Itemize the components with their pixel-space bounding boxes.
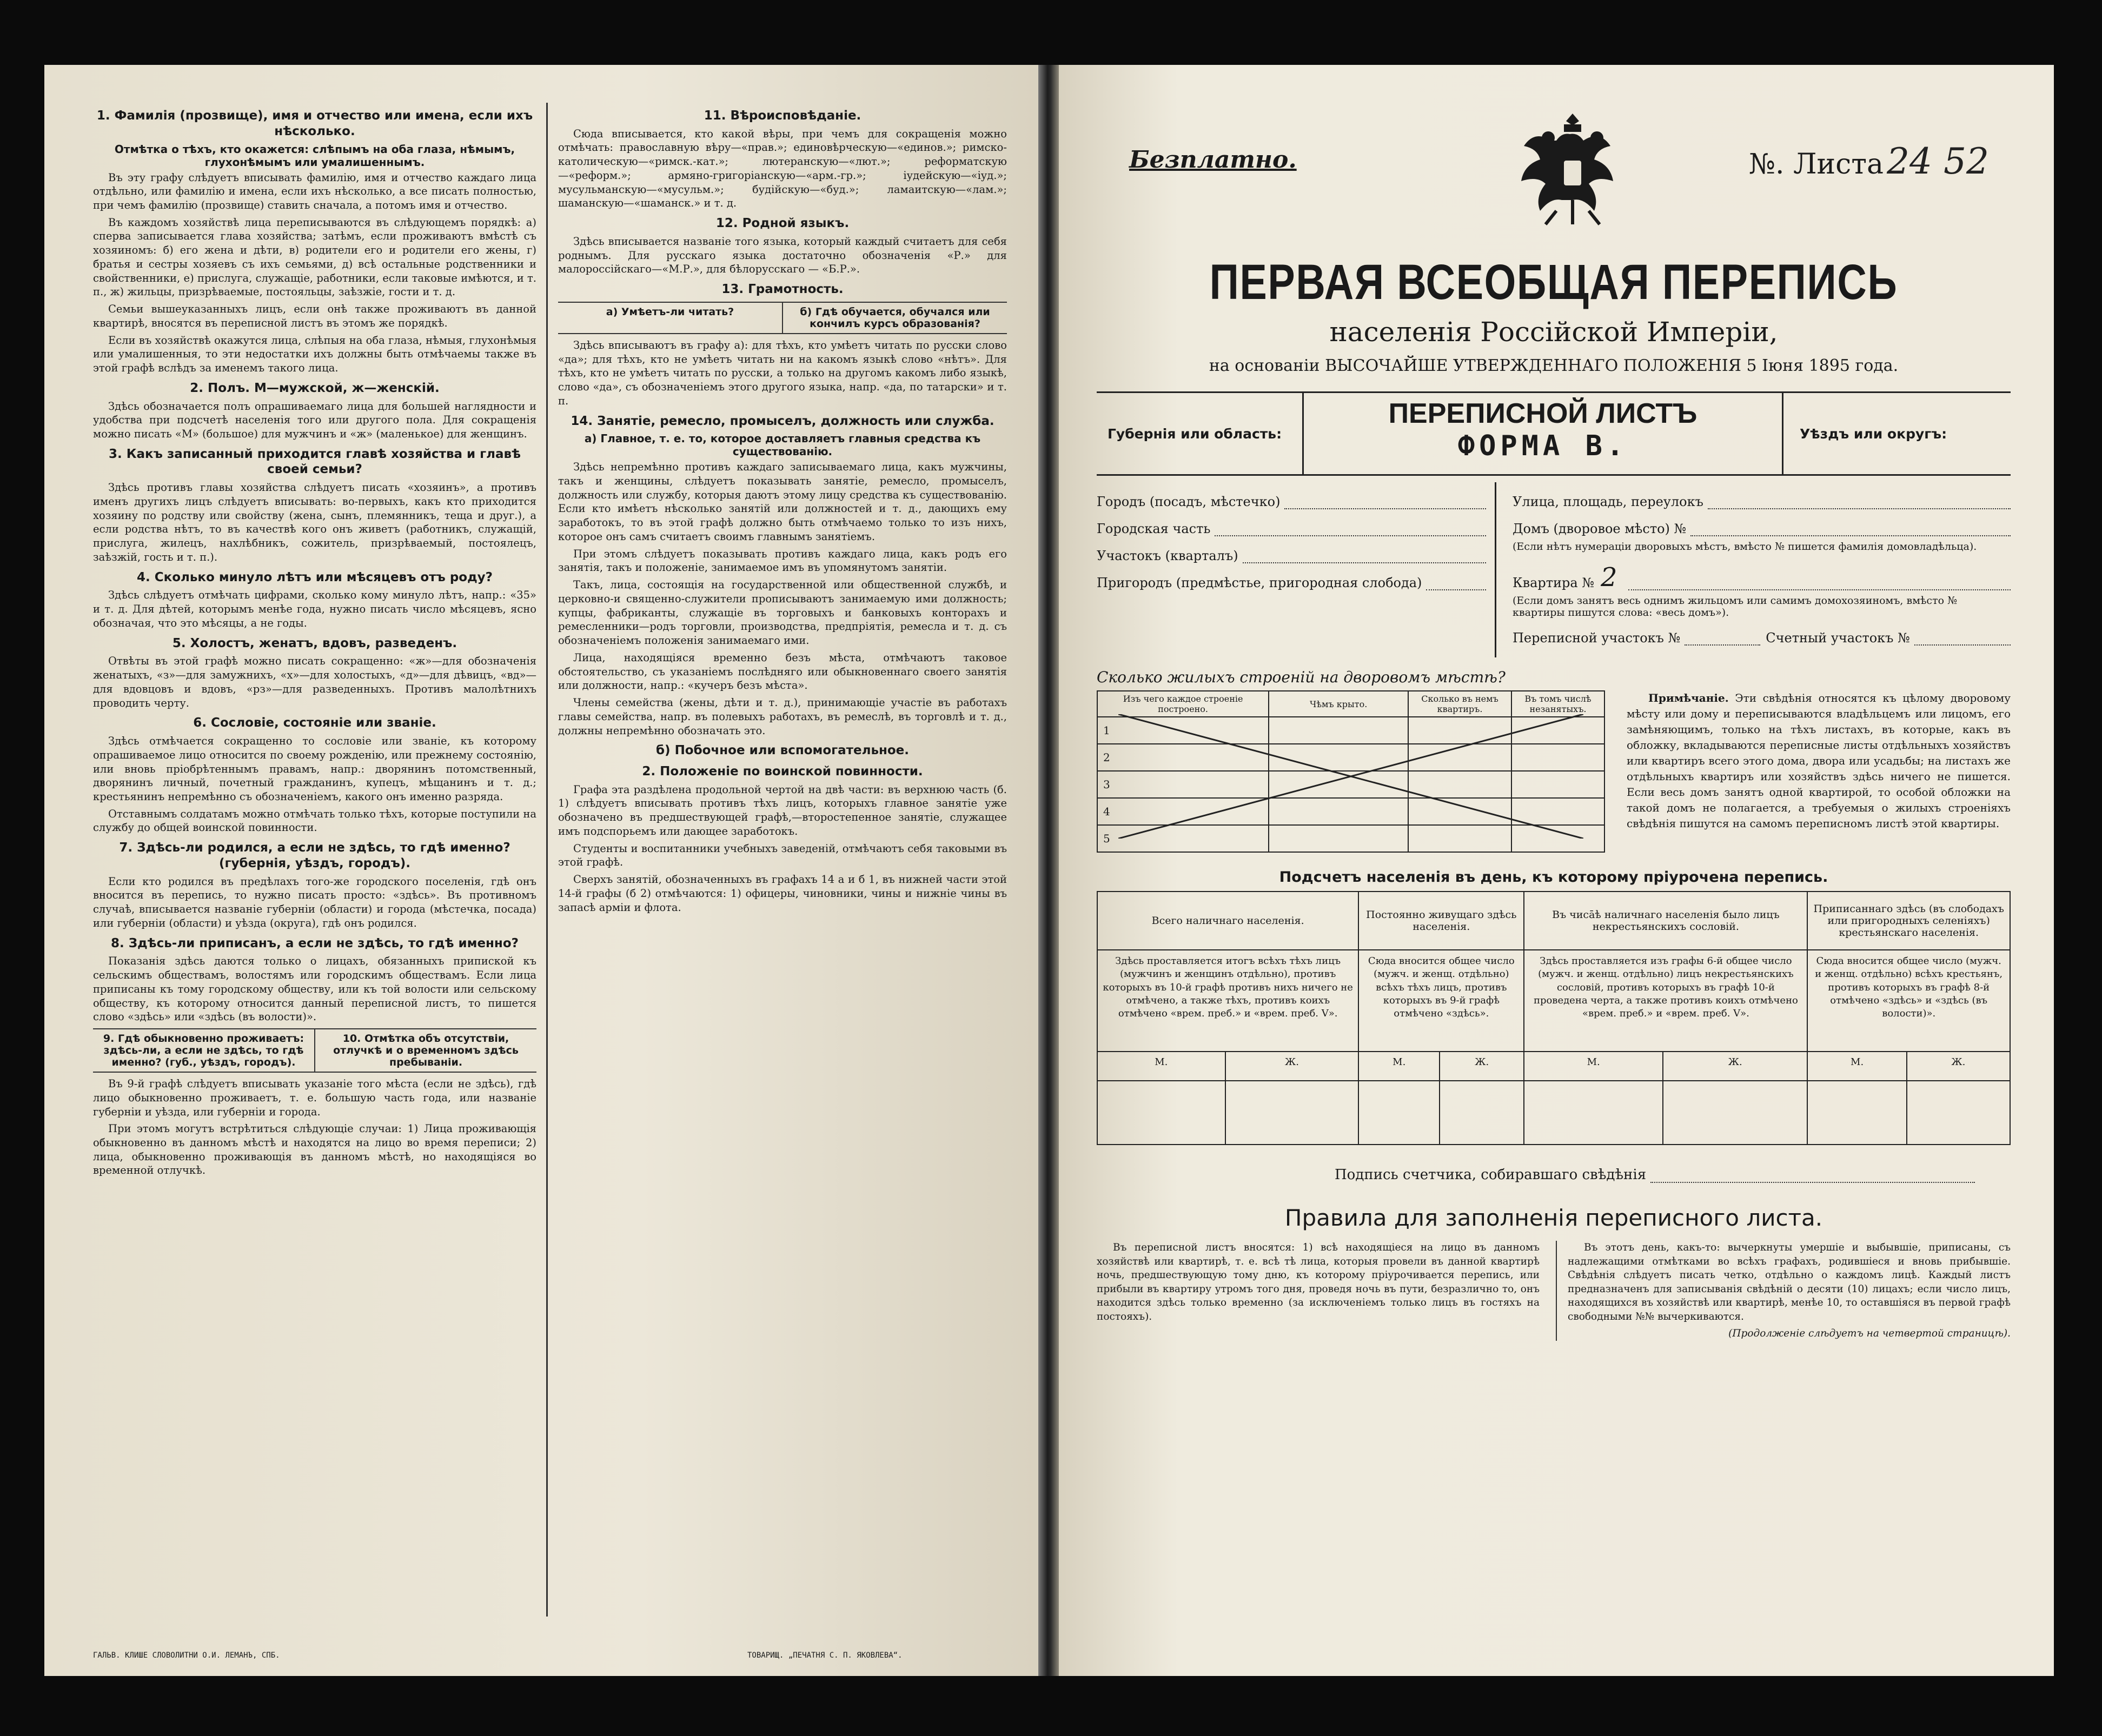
buildings-question: Сколько жилыхъ строеній на дворовомъ мѣстѣ? [1097, 668, 1506, 686]
form-title: ПЕРЕПИСНОЙ ЛИСТЪ [1388, 398, 1697, 429]
buildings-cell [1097, 744, 1269, 771]
sheet-number [1749, 141, 1989, 182]
count-district-label: Счетный участокъ № [1766, 630, 1910, 646]
instr-a-split-heading [93, 1028, 536, 1073]
instr-b-paragraph: Лица, находящіяся временно безъ мѣста, отмѣчаютъ таковое обстоятельство, съ указаніемъ послѣдняго или обыкновеннаго своего занятія или должности, напр.: «кучеръ безъ мѣста». [558, 651, 1007, 692]
apartment-note: (Если домъ занятъ весь однимъ жильцомъ или самимъ домохозяиномъ, вмѣсто № квартиры пишутся слова: «весь домъ»). [1513, 595, 1958, 618]
buildings-cell [1097, 771, 1269, 798]
buildings-cell [1097, 798, 1269, 825]
instr-a-section-title: 4. Сколько минуло лѣтъ или мѣсяцевъ отъ роду? [137, 570, 493, 584]
column-divider [546, 103, 548, 1617]
count-sex-label: Ж. [1225, 1052, 1359, 1081]
instr-b-section-title: 12. Родной языкъ. [715, 216, 850, 231]
buildings-cell [1511, 825, 1604, 852]
instr-b-paragraph: Такъ, лица, состоящія на государственной или общественной службѣ, и церковно-и священно-служители прописываютъ занимаемую ими должность; купцы, фабриканты, служащіе въ торговыхъ и банковыхъ конторахъ и ремесленники—родъ торговли, производства, предпріятія, ремесла и т. д. съ обозначеніемъ положенія занимаемаго ими. [558, 578, 1007, 647]
book-spine [1038, 65, 1059, 1676]
bld-header-apartments: Сколько въ немъ квартиръ. [1408, 691, 1511, 717]
instr-a-section-title: 8. Здѣсь-ли приписанъ, а если не здѣсь, то гдѣ именно? [111, 936, 519, 950]
count-header: Въ чисāѣ наличнаго населенія было лицъ некрестьянскихъ сословій. [1524, 892, 1807, 950]
apartment-label: Квартира № [1513, 575, 1595, 590]
rules-section [1097, 1241, 2011, 1341]
count-sex-label: Ж. [1440, 1052, 1524, 1081]
house-note: (Если нѣтъ нумераціи дворовыхъ мѣстъ, вмѣсто № пишется фамилія домовладѣльца). [1513, 541, 1977, 553]
instr-a-section-title: 6. Сословіе, состояніе или званіе. [193, 716, 436, 730]
continued-note: (Продолженіе слѣдуетъ на четвертой страницѣ). [1728, 1328, 2011, 1340]
instr-a-paragraph: При этомъ могутъ встрѣтиться слѣдующіе случаи: 1) Лица проживающія обыкновенно въ данномъ мѣстѣ и находятся на лицо во время переписи; 2) лица, обыкновенно проживающія въ данномъ мѣстѣ, но находящіяся во временной отлучкѣ. [93, 1122, 536, 1177]
count-sex-label: Ж. [1663, 1052, 1808, 1081]
rules-column-1: Въ переписной листъ вносятся: 1) всѣ находящіеся на лицо въ данномъ хозяйствѣ или квартирѣ, т. е. всѣ тѣ лица, которыя провели въ данной квартирѣ ночь, предшествующую тому дню, къ которому пріурочивается перепись, или прибыли въ квартиру утромъ того дня, проведя ночь въ пути, безразлично то, онъ находится здѣсь только временно (за исключеніемъ только лицъ въ гостяхъ на постояхъ). [1097, 1242, 1540, 1322]
buildings-cell [1511, 771, 1604, 798]
buildings-cell [1408, 798, 1511, 825]
instr-b-paragraph: Члены семейства (жены, дѣти и т. д.), принимающіе участіе въ работахъ главы семейства, напр. въ полевыхъ работахъ, въ ремеслѣ, въ торговлѣ и т. д., должны непремѣнно обозначать это. [558, 696, 1007, 737]
instr-a-paragraph: Если кто родился въ предѣлахъ того-же городского поселенія, гдѣ онъ вносится въ перепись, то нужно писать просто: «здѣсь». Въ противномъ случаѣ, вписывается названіе губерніи (области) и города (мѣстечка, посада) или губерніи (области) и уѣзда (округа), гдѣ онъ родился. [93, 875, 536, 929]
count-value-cell[interactable] [1097, 1081, 1225, 1145]
instr-b-section-subtitle: а) Главное, т. е. то, которое доставляетъ главныя средства къ существованію. [584, 432, 981, 458]
rules-title: Правила для заполненія переписного листа. [1284, 1205, 1823, 1231]
instr-a-paragraph: Здѣсь слѣдуетъ отмѣчать цифрами, сколько кому минуло лѣтъ, напр.: «35» и т. д. Для дѣтей, которымъ менѣе года, нужно писать число мѣсяцевъ, ясно обозначая, что это мѣсяцы, а не годы. [93, 589, 536, 629]
right-page [1059, 65, 2054, 1676]
count-description: Сюда вносится общее число (мужч. и женщ. отдѣльно) всѣхъ тѣхъ лицъ, противъ которыхъ въ 9-й графѣ отмѣчено «здѣсь». [1358, 950, 1524, 1052]
instr-a-section-subtitle: Отмѣтка о тѣхъ, кто окажется: слѣпымъ на оба глаза, нѣмымъ, глухонѣмымъ или умалишеннымъ. [114, 142, 515, 169]
count-sex-label: М. [1097, 1052, 1225, 1081]
instr-b-split-heading [558, 302, 1007, 334]
buildings-cell [1511, 717, 1604, 744]
instr-a-paragraph: Въ эту графу слѣдуетъ вписывать фамилію, имя и отчество каждаго лица отдѣльно, или фамилію и имена, если ихъ нѣсколько, а все писать полностью, при чемъ фамилію (прозвище) ставить сначала, а потомъ имя и отчество. [93, 171, 536, 211]
city-label: Городъ (посадъ, мѣстечко) [1097, 494, 1281, 509]
count-description: Здѣсь проставляется изъ графы 6-й общее число (мужч. и женщ. отдѣльно) лицъ некрестьянскихъ сословій, противъ которыхъ въ графѣ 10-й проведена черта, а также противъ коихъ отмѣчено «врем. преб.» и «врем. преб. V». [1524, 950, 1807, 1052]
province-label: Губернія или область: [1108, 425, 1282, 442]
count-value-cell[interactable] [1524, 1081, 1663, 1145]
count-value-cell[interactable] [1358, 1081, 1440, 1145]
rules-column-2 [1556, 1241, 2011, 1341]
house-label: Домъ (дворовое мѣсто) № [1513, 521, 1687, 536]
buildings-section [1097, 690, 2011, 853]
count-sex-label: Ж. [1907, 1052, 2010, 1081]
form-variant: ФОРМА В. [1457, 430, 1628, 462]
left-column-b [558, 103, 1007, 1627]
suburb-field[interactable] [1097, 575, 1486, 590]
buildings-cell [1269, 771, 1408, 798]
instr-b-paragraph: Сверхъ занятій, обозначенныхъ въ графахъ 14 а и б 1, въ нижней части этой 14-й графы (б 2) отмѣчаются: 1) офицеры, чиновники, чины и нижніе чины въ запасѣ арміи и флота. [558, 873, 1007, 914]
buildings-row [1097, 798, 1604, 825]
form-header [1097, 391, 2011, 476]
buildings-row-number: 4 [1103, 805, 1110, 818]
census-district-field[interactable] [1513, 630, 2011, 646]
count-value-cell[interactable] [1663, 1081, 1808, 1145]
instr-b-section-title: 2. Положеніе по воинской повинности. [642, 764, 923, 779]
buildings-cell [1408, 771, 1511, 798]
sheet-number-handwritten: 24 52 [1887, 141, 1989, 182]
buildings-cell [1269, 798, 1408, 825]
instr-a-section-title: 1. Фамилія (прозвище), имя и отчество или имена, если ихъ нѣсколько. [96, 109, 533, 138]
buildings-row [1097, 744, 1604, 771]
buildings-cell [1408, 717, 1511, 744]
census-district-label: Переписной участокъ № [1513, 630, 1681, 646]
buildings-note-title: Примѣчаніе. [1648, 691, 1729, 704]
instr-a-section-title: 7. Здѣсь-ли родился, а если не здѣсь, то гдѣ именно? (губернія, уѣздъ, городъ). [119, 841, 510, 870]
instr-b-split-cell: а) Умѣетъ-ли читать? [606, 305, 734, 318]
instr-b-paragraph: Сюда вписывается, кто какой вѣры, при чемъ для сокращенія можно отмѣчать: православную вѣру—«прав.»; единовѣрческую—«единов.»; римско-католическую—«римск.-кат.»; лютеранскую—«лют.»; реформатскую—«реформ.»; армяно-григоріанскую—«арм.-гр.»; іудейскую—«іуд.»; мусульманскую—«мусульм.»; будійскую—«буд.»; ламаитскую—«лам.»; шаманскую—«шаманск.» и т. д. [558, 127, 1007, 210]
city-field[interactable] [1097, 494, 1486, 509]
count-value-cell[interactable] [1225, 1081, 1359, 1145]
instr-b-paragraph: Здѣсь вписывается названіе того языка, который каждый считаетъ для себя роднымъ. Для русскаго языка достаточно обозначенія «Р.» для малороссійскаго—«М.Р.», для бѣлорусскаго — «Б.Р.». [558, 235, 1007, 276]
printer-footer-left: ГАЛЬВ. КЛИШЕ СЛОВОЛИТНИ О.И. ЛЕМАНЪ, СПБ. [93, 1651, 280, 1660]
instr-b-section-title: 13. Грамотность. [721, 282, 844, 297]
instr-a-split-cell: 9. Гдѣ обыкновенно проживаетъ: здѣсь-ли, а если не здѣсь, то гдѣ именно? (губ., уѣздъ, городъ). [103, 1033, 304, 1069]
house-field[interactable] [1513, 521, 2011, 536]
street-field[interactable] [1513, 494, 2011, 509]
rules-column-2-text: Въ этотъ день, какъ-то: вычеркнуты умершіе и выбывшіе, приписаны, съ надлежащими отмѣтками во всѣхъ графахъ, родившіеся и вновь прибывшіе. Свѣдѣнія слѣдуетъ писать четко, отдѣльно о каждомъ лицѣ. Каждый листъ предназначенъ для записыванія свѣдѣній о десяти (10) лицахъ; если число лицъ, находящихся въ хозяйствѣ или квартирѣ, менѣе 10, то оставшіяся въ первой графѣ свободными №№ вычеркиваются. [1568, 1242, 2011, 1322]
count-description: Сюда вносится общее число (мужч. и женщ. отдѣльно) всѣхъ крестьянъ, противъ которыхъ въ графѣ 8-й отмѣчено «здѣсь» и «здѣсь (въ волости)». [1807, 950, 2010, 1052]
buildings-cell [1269, 744, 1408, 771]
instr-b-section-title: 14. Занятіе, ремесло, промыселъ, должность или служба. [571, 414, 994, 428]
instr-b-paragraph: Здѣсь вписываютъ въ графу а): для тѣхъ, кто умѣетъ читать по русски слово «да»; для тѣхъ, кто не умѣетъ читать ни на какомъ языкѣ слово «нѣтъ». Для тѣхъ, кто не умѣетъ читать по русски, а только на другомъ какомъ либо языкѣ, слово «да», съ обозначеніемъ этого другого языка, напр. «да, по татарски» и т. п. [558, 338, 1007, 407]
buildings-cell [1408, 744, 1511, 771]
buildings-row [1097, 771, 1604, 798]
buildings-row-number: 1 [1103, 724, 1110, 737]
count-sex-label: М. [1524, 1052, 1663, 1081]
count-header: Всего наличнаго населенія. [1097, 892, 1358, 950]
buildings-note [1605, 690, 2011, 853]
signature-label: Подпись счетчика, собиравшаго свѣдѣнія [1335, 1167, 1647, 1183]
instr-b-paragraph: Здѣсь непремѣнно противъ каждаго записываемаго лица, какъ мужчины, такъ и женщины, слѣдуетъ показывать занятіе, ремесло, промыселъ, должность или службу, которыя даютъ этому лицу средства къ существованію. Если кто имѣетъ нѣсколько занятій или должностей и т. д., дающихъ ему заработокъ, то въ этой графѣ должно быть отмѣчаемо только то изъ нихъ, которое онъ самъ считаетъ своимъ главнымъ занятіемъ. [558, 461, 1007, 543]
left-column-a [93, 103, 536, 1627]
form-title-box [1302, 393, 1783, 474]
address-block [1097, 482, 2011, 657]
population-count-table [1097, 891, 2011, 1145]
instr-b-section-title: 11. Вѣроисповѣданіе. [704, 109, 861, 123]
census-title: ПЕРВАЯ ВСЕОБЩАЯ ПЕРЕПИСЬ [1209, 255, 1898, 310]
apartment-value: 2 [1601, 562, 1617, 593]
buildings-cell [1097, 717, 1269, 744]
printer-footer-mid: ТОВАРИЩ. „ПЕЧАТНЯ С. П. ЯКОВЛЕВА“. [747, 1651, 903, 1660]
precinct-field[interactable] [1097, 548, 1486, 563]
instr-a-paragraph: Въ каждомъ хозяйствѣ лица переписываются въ слѣдующемъ порядкѣ: а) сперва записывается глава хозяйства; затѣмъ, если проживаютъ вмѣстѣ съ хозяиномъ: б) его жена и дѣти, в) родители его и родители его жены, г) братья и сестры хозяевъ съ ихъ семьями, д) всѣ остальные родственники и свойственники, е) прислуга, служащіе, работники, если таковые имѣются, и т. п., ж) жильцы, призрѣваемые, постояльцы, заѣзжіе, гости и т. д. [93, 216, 536, 298]
bld-header-roof: Чѣмъ крыто. [1269, 691, 1408, 717]
count-sex-label: М. [1807, 1052, 1906, 1081]
buildings-cell [1269, 717, 1408, 744]
buildings-row [1097, 717, 1604, 744]
bld-header-vacant: Въ томъ числѣ незанятыхъ. [1511, 691, 1604, 717]
instr-a-paragraph: Если въ хозяйствѣ окажутся лица, слѣпыя на оба глаза, нѣмыя, глухонѣмыя или умалишенныя, то эти недостатки ихъ должны быть отмѣчаемы также въ этой графѣ вслѣдъ за именемъ такого лица. [93, 334, 536, 375]
census-basis: на основаніи ВЫСОЧАЙШЕ УТВЕРЖДЕННАГО ПОЛОЖЕНІЯ 5 Іюня 1895 года. [1209, 356, 1899, 375]
count-sex-label: М. [1358, 1052, 1440, 1081]
free-label: Безплатно. [1129, 146, 1297, 174]
instr-a-paragraph: Въ 9-й графѣ слѣдуетъ вписывать указаніе того мѣста (если не здѣсь), гдѣ лицо обыкновенно проживаетъ, т. е. большую часть года, или названіе губерніи и уѣзда, или губерніи и города. [93, 1077, 536, 1118]
district-label: Уѣздъ или округъ: [1800, 425, 1947, 442]
count-header: Приписаннаго здѣсь (въ слободахъ или пригородныхъ селеніяхъ) крестьянскаго населенія. [1807, 892, 2010, 950]
instr-a-paragraph: Показанія здѣсь даются только о лицахъ, обязанныхъ припиской къ сельскимъ обществамъ, волостямъ или городскимъ обществамъ. Если лица приписаны къ тому городскому обществу, или къ той волости или сельскому обществу, къ которому относится данный переписной листъ, то пишется слово «здѣсь» или «здѣсь (въ волости)». [93, 955, 536, 1023]
bld-header-material: Изъ чего каждое строеніе построено. [1097, 691, 1269, 717]
instr-b-paragraph: При этомъ слѣдуетъ показывать противъ каждаго лица, какъ родъ его занятія, такъ и положеніе, занимаемое имъ въ упомянутомъ занятіи. [558, 547, 1007, 574]
buildings-cell [1408, 825, 1511, 852]
count-value-cell[interactable] [1440, 1081, 1524, 1145]
instr-b-section-title: б) Побочное или вспомогательное. [655, 743, 910, 758]
apartment-field[interactable] [1513, 562, 2011, 593]
buildings-cell [1269, 825, 1408, 852]
buildings-row-number: 3 [1103, 778, 1110, 791]
instr-a-paragraph: Здѣсь противъ главы хозяйства слѣдуетъ писать «хозяинъ», а противъ именъ другихъ лицъ слѣдуетъ вписывать: во-первыхъ, какъ кто приходится хозяину по родству или свойству (жена, сынъ, племянникъ, теща и друг.), а если родства нѣтъ, то въ качествѣ кого онъ живетъ (работникъ, служащій, прислуга, жилецъ, нахлѣбникъ, сожитель, призрѣваемый, постоялецъ, заѣзжій, гость и т. п.). [93, 481, 536, 563]
count-header: Постоянно живущаго здѣсь населенія. [1358, 892, 1524, 950]
instr-a-paragraph: Отвѣты въ этой графѣ можно писать сокращенно: «ж»—для обозначенія женатыхъ, «з»—для замужнихъ, «х»—для холостыхъ, «д»—для дѣвицъ, «вд»—для вдовцовъ и вдовъ, «рз»—для разведенныхъ. Противъ малолѣтнихъ проводить черту. [93, 655, 536, 709]
buildings-row-number: 5 [1103, 832, 1110, 845]
count-description: Здѣсь проставляется итогъ всѣхъ тѣхъ лицъ (мужчинъ и женщинъ отдѣльно), противъ которыхъ въ 10-й графѣ противъ нихъ ничего не отмѣчено, а также тѣхъ, противъ коихъ отмѣчено «врем. преб.» и «врем. преб. V». [1097, 950, 1358, 1052]
instr-a-section-title: 2. Полъ. М—мужской, ж—женскій. [190, 381, 440, 395]
suburb-label: Пригородъ (предмѣстье, пригородная слобода) [1097, 575, 1422, 590]
census-subtitle: населенія Россійской Имперіи, [1329, 316, 1778, 348]
buildings-table [1097, 690, 1605, 853]
instr-b-paragraph: Студенты и воспитанники учебныхъ заведеній, отмѣчаютъ себя таковыми въ этой графѣ. [558, 842, 1007, 869]
buildings-cell [1511, 744, 1604, 771]
count-value-cell[interactable] [1907, 1081, 2010, 1145]
instr-a-split-cell: 10. Отмѣтка объ отсутствіи, отлучкѣ и о временномъ здѣсь пребываніи. [314, 1029, 536, 1072]
instr-b-paragraph: Графа эта раздѣлена продольной чертой на двѣ части: въ верхнюю часть (б. 1) слѣдуетъ вписывать противъ тѣхъ лицъ, которыхъ главное занятіе уже обозначено въ предшествующей графѣ,—второстепенное занятіе, служащее имъ подспорьемъ или дающее заработокъ. [558, 783, 1007, 837]
address-right [1496, 482, 2011, 657]
address-left [1097, 482, 1496, 657]
count-value-cell[interactable] [1807, 1081, 1906, 1145]
header-row [1097, 103, 2011, 232]
instr-b-split-cell: б) Гдѣ обучается, обучался или кончилъ курсъ образованія? [782, 303, 1007, 333]
instr-a-paragraph: Отставнымъ солдатамъ можно отмѣчать только тѣхъ, которые поступили на службу до общей воинской повинности. [93, 807, 536, 834]
sheet-number-label: №. Листа [1748, 148, 1884, 181]
enumerator-signature-field[interactable] [1335, 1167, 2011, 1183]
buildings-note-text: Эти свѣдѣнія относятся къ цѣлому дворовому мѣсту или дому и переписываются владѣльцемъ или лицомъ, его замѣняющимъ, только на тѣхъ листахъ, въ которые, какъ въ обложку, вкладываются переписные листы отдѣльныхъ хозяйствъ или квартиръ всего этого дома, двора или усадьбы; на листахъ же отдѣльныхъ квартиръ или хозяйствъ здѣсь ничего не пишется. Если весь домъ занятъ одной квартирой, то особой обложки на такой домъ не полагается, а требуемыя о жилыхъ строеніяхъ свѣдѣнія пишутся на самомъ переписномъ листѣ этой квартиры. [1627, 691, 2011, 830]
buildings-row [1097, 825, 1604, 852]
left-page [44, 65, 1038, 1676]
city-part-label: Городская часть [1097, 521, 1211, 536]
buildings-cell [1097, 825, 1269, 852]
double-headed-eagle-icon [1519, 108, 1627, 232]
instr-a-section-title: 3. Какъ записанный приходится главѣ хозяйства и главѣ своей семьи? [108, 447, 521, 477]
precinct-label: Участокъ (кварталъ) [1097, 548, 1238, 563]
population-count-title: Подсчетъ населенія въ день, къ которому пріурочена перепись. [1279, 869, 1828, 886]
instr-a-paragraph: Семьи вышеуказанныхъ лицъ, если онѣ также проживаютъ въ данной квартирѣ, вносятся въ переписной листъ въ этомъ же порядкѣ. [93, 303, 536, 329]
buildings-row-number: 2 [1103, 751, 1110, 764]
instr-a-paragraph: Здѣсь отмѣчается сокращенно то сословіе или званіе, къ которому опрашиваемое лицо относится по своему рожденію, или прежнему состоянію, или вновь пріобрѣтеннымъ правамъ, напр.: дворянинъ потомственный, дворянинъ личный, почетный гражданинъ, купецъ, мѣщанинъ и т. д.; крестьянинъ непремѣнно съ обозначеніемъ, какого онъ именно разряда. [93, 735, 536, 803]
instr-a-section-title: 5. Холостъ, женатъ, вдовъ, разведенъ. [172, 636, 457, 650]
buildings-cell [1511, 798, 1604, 825]
street-label: Улица, площадь, переулокъ [1513, 494, 1703, 509]
city-part-field[interactable] [1097, 521, 1486, 536]
instr-a-paragraph: Здѣсь обозначается полъ опрашиваемаго лица для большей наглядности и удобства при подсчетѣ населенія того или другого пола. Для сокращенія можно писать «М» (большое) для мужчинъ и «ж» (маленькое) для женщинъ. [93, 400, 536, 440]
